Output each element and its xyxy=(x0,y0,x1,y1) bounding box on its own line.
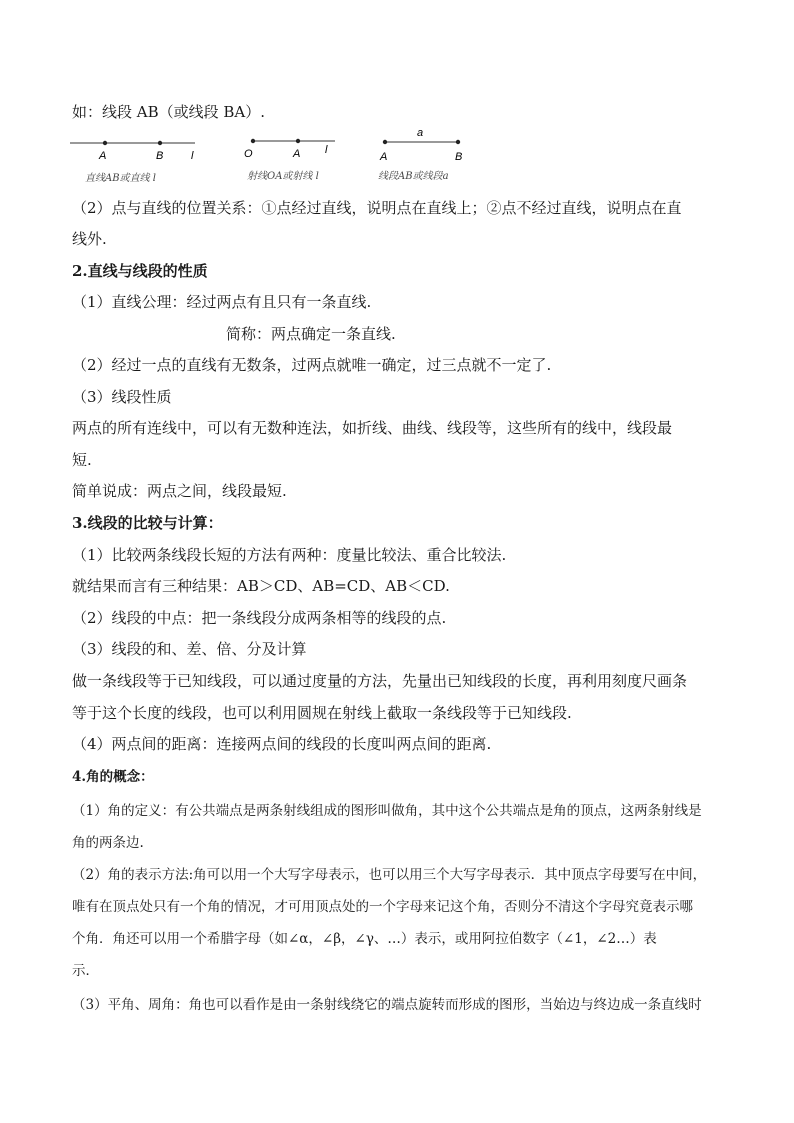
label-l: l xyxy=(325,144,328,156)
text-line: 个角．角还可以用一个希腊字母（如∠α，∠β，∠γ、…）表示，或用阿拉伯数字（∠1，∠2…）表 xyxy=(72,931,657,947)
ray-figure xyxy=(244,139,335,182)
section-heading: 3.线段的比较与计算： xyxy=(72,514,223,532)
point-b-dot xyxy=(456,140,460,144)
label-a: A xyxy=(380,151,388,163)
text-line: 角的两条边. xyxy=(72,835,144,851)
text-line: （2）角的表示方法:角可以用一个大写字母表示，也可以用三个大写字母表示．其中顶点字母要写在中间， xyxy=(72,867,707,883)
text-line: （3）平角、周角：角也可以看作是由一条射线绕它的端点旋转而形成的图形，当始边与终边成一条直线时 xyxy=(72,997,702,1013)
text-line: （3）线段性质 xyxy=(72,388,172,406)
text-line: （3）线段的和、差、倍、分及计算 xyxy=(72,640,307,658)
text-line: 唯有在顶点处只有一个角的情况，才可用顶点处的一个字母来记这个角，否则分不清这个字母究竟表示哪 xyxy=(72,899,693,915)
text-line: 简称：两点确定一条直线. xyxy=(226,325,396,343)
text-line: 做一条线段等于已知线段，可以通过度量的方法，先量出已知线段的长度，再利用刻度尺画条 xyxy=(72,672,688,690)
point-a-dot xyxy=(296,139,300,143)
text-line: （2）经过一点的直线有无数条，过两点就唯一确定，过三点就不一定了. xyxy=(72,356,552,374)
label-a: A xyxy=(99,150,107,162)
text-line: 示． xyxy=(72,963,99,979)
text-line: （2）点与直线的位置关系：①点经过直线，说明点在直线上；②点不经过直线，说明点在直 xyxy=(72,199,682,217)
section-heading: 4.角的概念： xyxy=(72,769,154,785)
point-a-dot xyxy=(103,141,107,145)
text-line: 简单说成：两点之间，线段最短. xyxy=(72,482,287,500)
text-line: 短. xyxy=(72,451,92,469)
caption-ray: 射线OA或射线 l xyxy=(247,171,319,182)
text-line: （1）直线公理：经过两点有且只有一条直线. xyxy=(72,293,372,311)
line-figures xyxy=(60,128,480,188)
label-b: B xyxy=(156,150,164,162)
point-b-dot xyxy=(158,141,162,145)
text-line: （2）线段的中点：把一条线段分成两条相等的线段的点. xyxy=(72,609,447,627)
text-line: （1）角的定义：有公共端点是两条射线组成的图形叫做角，其中这个公共端点是角的顶点，这两条射线是 xyxy=(72,803,702,819)
caption-line: 直线AB或直线 l xyxy=(85,173,156,184)
text-line: （4）两点间的距离：连接两点间的线段的长度叫两点间的距离. xyxy=(72,735,492,753)
text-line: （1）比较两条线段长短的方法有两种：度量比较法、重合比较法. xyxy=(72,546,507,564)
label-b: B xyxy=(455,151,463,163)
label-o: O xyxy=(244,148,253,160)
text-line: 就结果而言有三种结果：AB＞CD、AB=CD、AB＜CD. xyxy=(72,577,450,595)
point-a-dot xyxy=(383,140,387,144)
section-heading: 2.直线与线段的性质 xyxy=(72,262,208,280)
segment-figure xyxy=(378,128,462,182)
text-line: 两点的所有连线中，可以有无数种连法，如折线、曲线、线段等，这些所有的线中，线段最 xyxy=(72,419,673,437)
intro-line: 如：线段 AB（或线段 BA）. xyxy=(72,103,266,121)
text-line: 等于这个长度的线段，也可以利用圆规在射线上截取一条线段等于已知线段. xyxy=(72,704,572,722)
point-o-dot xyxy=(251,139,255,143)
straight-line-figure xyxy=(70,141,195,184)
label-a: A xyxy=(293,148,301,160)
label-a-small: a xyxy=(417,128,424,139)
text-line: 线外. xyxy=(72,230,107,248)
label-l: l xyxy=(191,150,194,162)
caption-segment: 线段AB或线段a xyxy=(378,171,449,182)
